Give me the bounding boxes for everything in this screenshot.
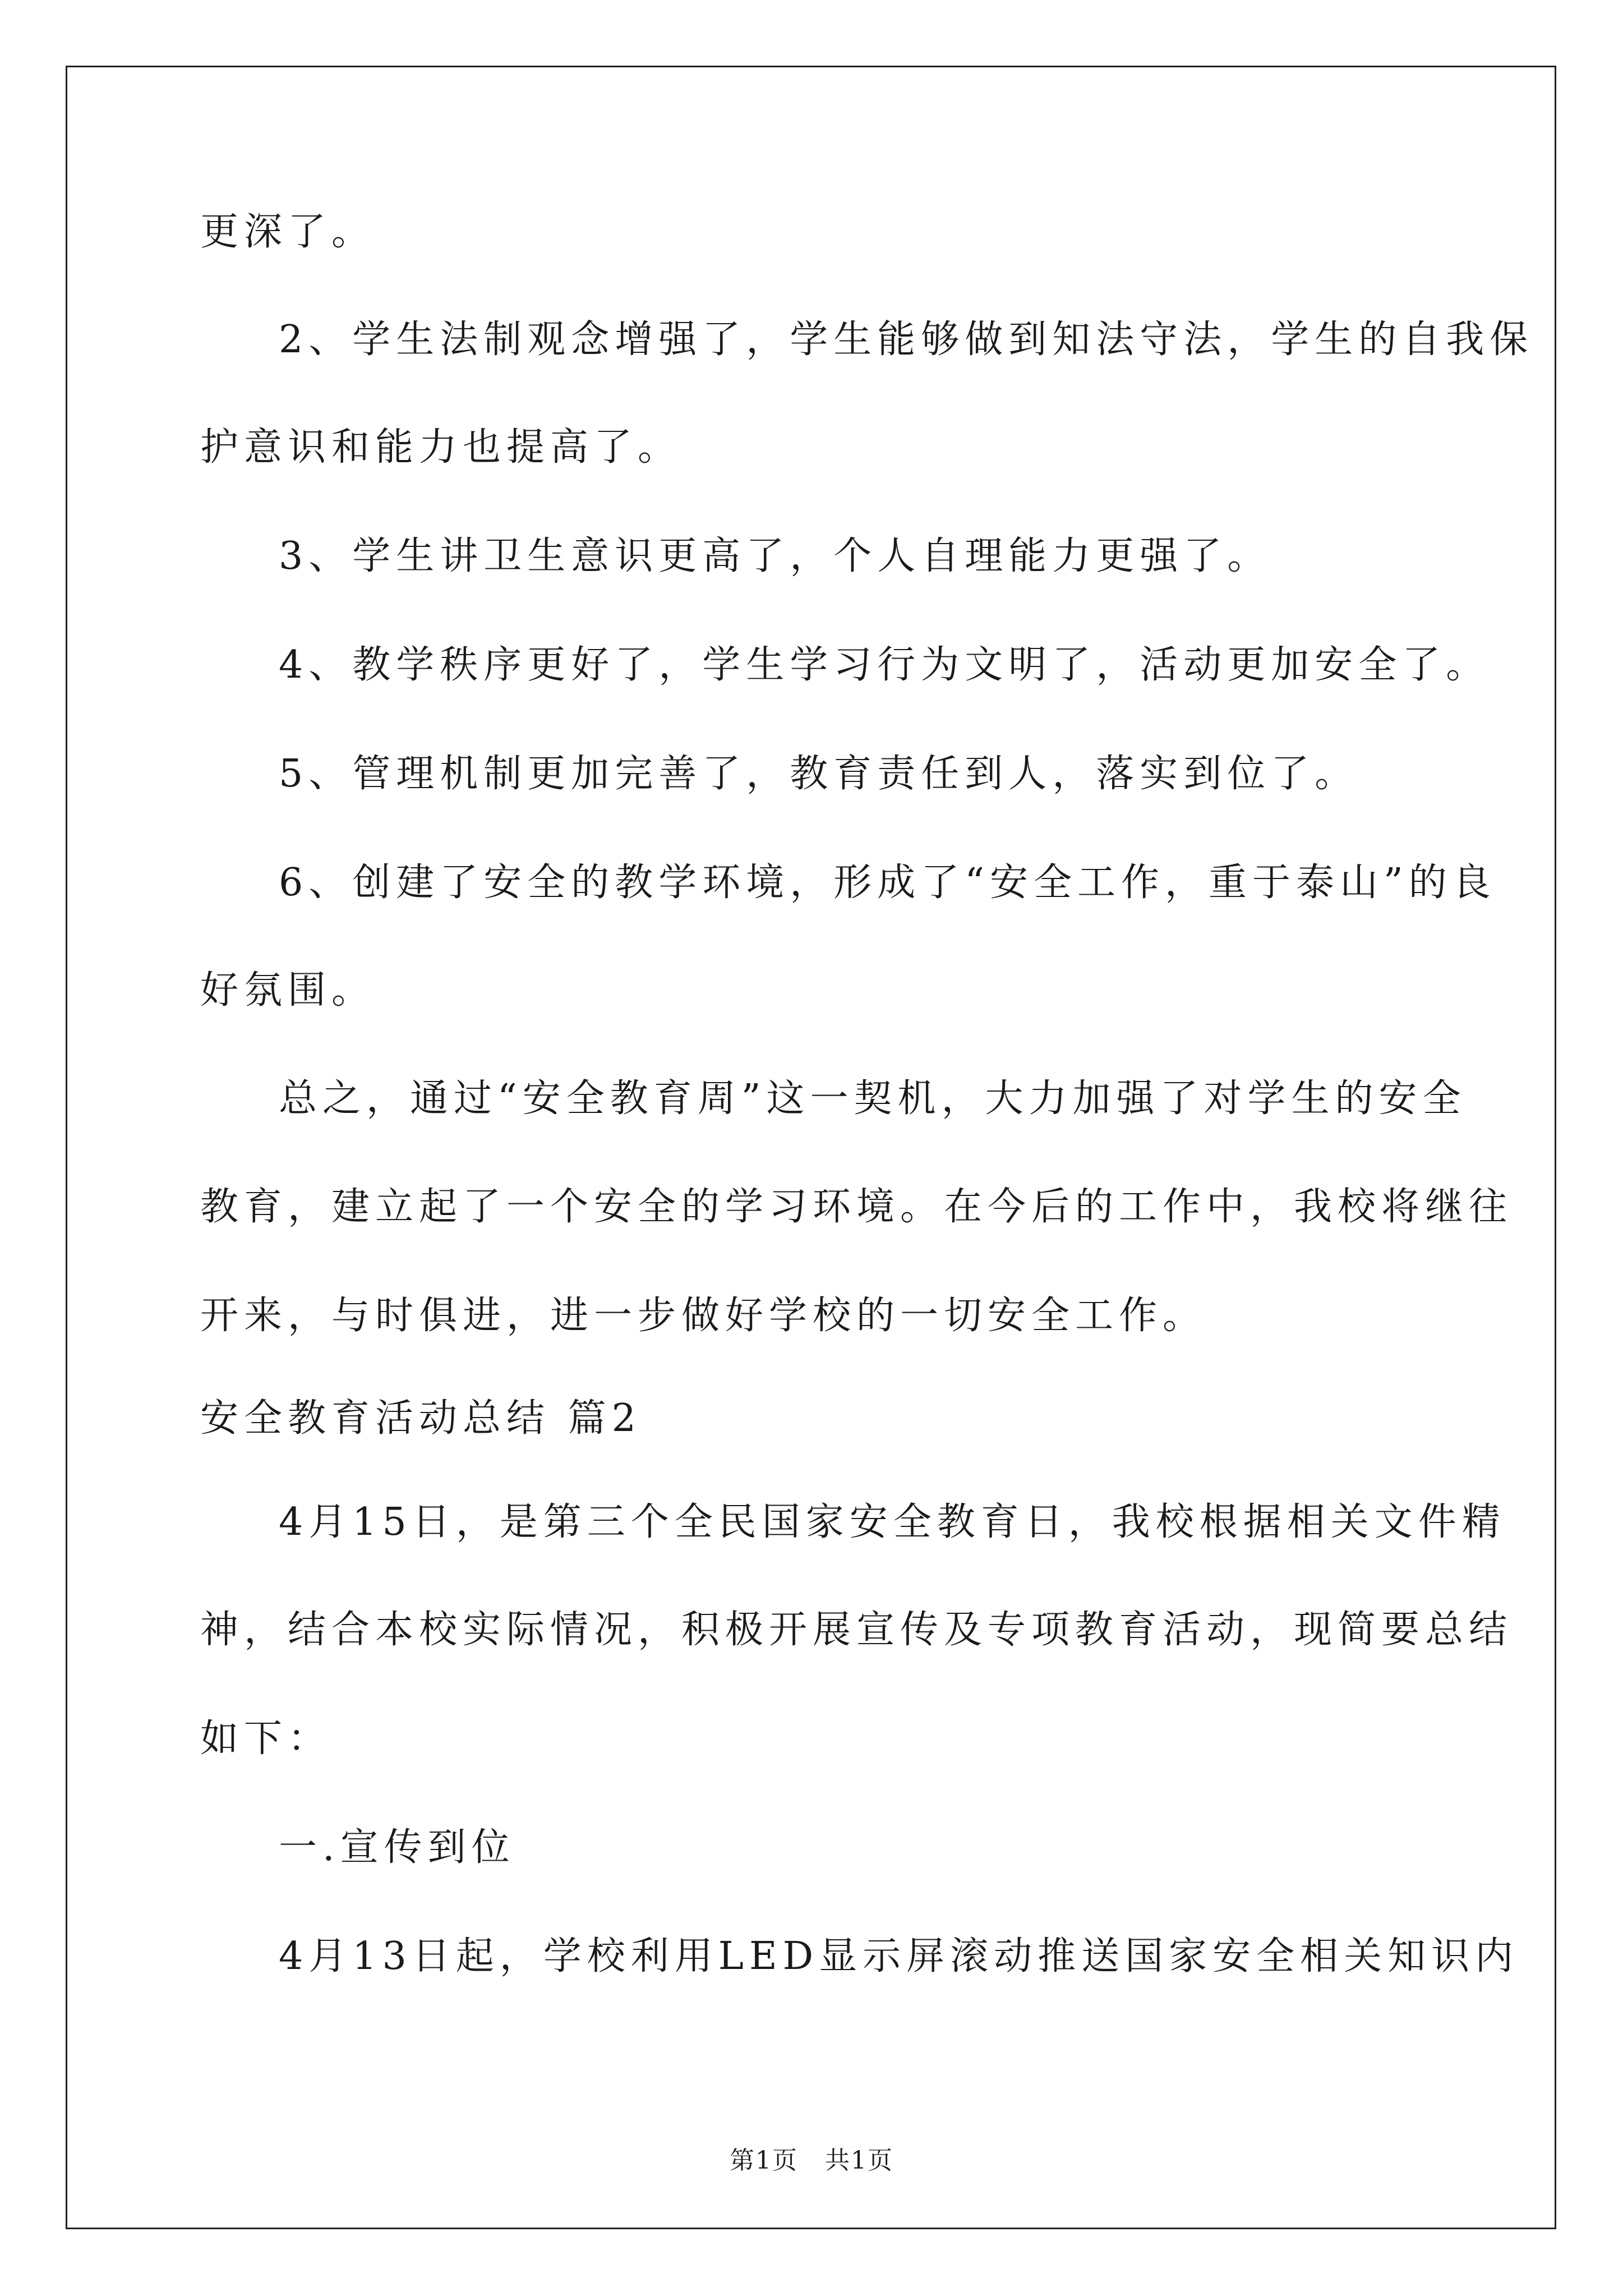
text-line: 更深了。 bbox=[200, 210, 376, 254]
text-line: 神，结合本校实际情况，积极开展宣传及专项教育活动，现简要总结 bbox=[200, 1608, 1513, 1652]
subsection-heading: 一.宣传到位 bbox=[279, 1825, 515, 1870]
section-heading: 安全教育活动总结 篇2 bbox=[200, 1396, 642, 1441]
text-line: 3、学生讲卫生意识更高了，个人自理能力更强了。 bbox=[279, 534, 1271, 578]
text-line: 开来，与时俱进，进一步做好学校的一切安全工作。 bbox=[200, 1294, 1207, 1338]
text-line: 如下： bbox=[200, 1717, 332, 1761]
text-line: 4月13日起，学校利用LED显示屏滚动推送国家安全相关知识内 bbox=[279, 1934, 1519, 1978]
text-line: 6、创建了安全的教学环境，形成了“安全工作，重于泰山”的良 bbox=[279, 861, 1496, 905]
text-line: 教育，建立起了一个安全的学习环境。在今后的工作中，我校将继往 bbox=[200, 1185, 1513, 1229]
text-line: 好氛围。 bbox=[200, 968, 376, 1013]
text-line: 4月15日，是第三个全民国家安全教育日，我校根据相关文件精 bbox=[279, 1500, 1506, 1544]
page-border bbox=[66, 66, 1556, 2229]
text-line: 4、教学秩序更好了，学生学习行为文明了，活动更加安全了。 bbox=[279, 643, 1490, 687]
text-line: 5、管理机制更加完善了，教育责任到人，落实到位了。 bbox=[279, 752, 1359, 796]
text-line: 2、学生法制观念增强了，学生能够做到知法守法，学生的自我保 bbox=[279, 318, 1534, 362]
page-footer: 第1页 共1页 bbox=[730, 2146, 893, 2175]
text-line: 护意识和能力也提高了。 bbox=[200, 425, 682, 470]
text-line: 总之，通过“安全教育周”这一契机，大力加强了对学生的安全 bbox=[279, 1076, 1467, 1121]
